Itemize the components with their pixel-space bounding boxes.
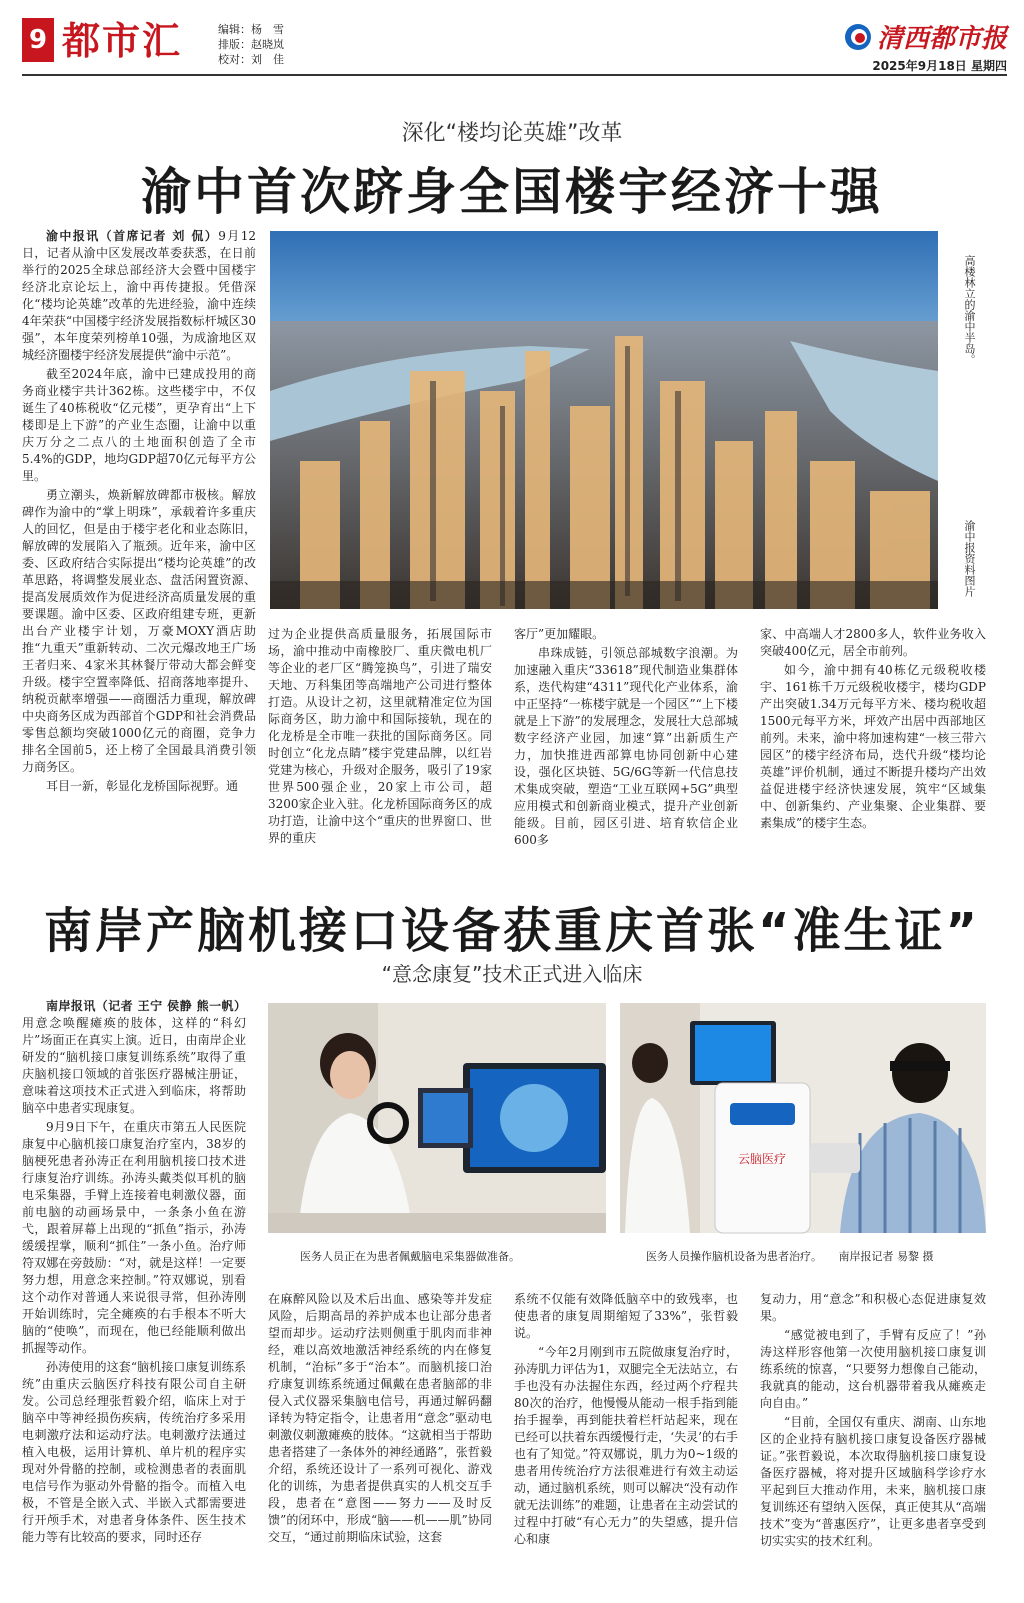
- issue-date: 2025年9月18日 星期四: [872, 59, 1007, 73]
- staff-credits: [218, 22, 284, 67]
- article2-byline: 南岸报讯（记者 王宁 侯静 熊一帆）: [46, 999, 246, 1013]
- article1-para: 耳目一新，彰显化龙桥国际视野。通: [46, 779, 239, 793]
- article1-para: 家、中高端人才2800多人，软件业务收入突破400亿元，居全市前列。: [760, 627, 986, 658]
- article1-col4: [760, 626, 986, 834]
- article1-col2: [268, 626, 492, 845]
- article2-para: 孙涛使用的这套“脑机接口康复训练系统”由重庆云脑医疗科技有限公司自主研发。公司总经理张哲毅介绍，临床上对于脑卒中等神经损伤疾病，传统治疗多采用电刺激疗法和运动疗法。电刺激疗法通过植入电极，运用计算机、单片机的程序实现对外骨骼的控制，或检测患者的表面肌电信号作为驱动外骨骼的指令。而植入电极，不管是全嵌入式、半嵌入式都需要进行开颅手术，对患者身体条件、医生技术能力等有比较高的要求，同时还存: [22, 1360, 246, 1544]
- page-header: [22, 16, 1007, 76]
- proof-credit: 校对：刘 佳: [218, 53, 284, 66]
- article2-para: 复动力，用“意念”和积极心态促进康复效果。: [760, 1292, 986, 1323]
- article2-para: “感觉被电到了，手臂有反应了！”孙涛这样形容他第一次使用脑机接口康复训练系统的惊喜，“只要努力想像自己能动，我就真的能动，这台机器带着我从瘫痪走向自由。”: [760, 1328, 986, 1410]
- article1-byline: 渝中报讯（首席记者 刘 侃）: [46, 229, 219, 243]
- editor-credit: 编辑：杨 雪: [218, 23, 284, 36]
- article2-para: “今年2月刚到市五院做康复治疗时，孙涛肌力评估为1，双腿完全无法站立，右手也没有办法握住东西，经过两个疗程共80次的治疗，他慢慢从能动一根手指到能抬手握拳，再到能扶着栏杆站起来，现在已经可以扶着东西缓慢行走，‘失灵’的右手也有了知觉。”符双娜说，肌力为0~1级的患者用传统治疗方法很难进行有效主动运动，通过脑机系统，则可以解决“没有动作就无法训练”的难题，让患者在主动尝试的过程中打破“有心无力”的失望感，提升信心和康: [514, 1345, 738, 1546]
- paper-name: 清西都市报: [876, 24, 1007, 54]
- article2-para: 南岸报讯（记者 王宁 侯静 熊一帆）用意念唤醒瘫痪的肢体，这样的“科幻片”场面正在真实上演。近日，由南岸企业研发的“脑机接口康复训练系统”取得了重庆脑机接口领域的首张医疗器械注册证，意味着这项技术正式进入到临床，将帮助脑卒中患者实现康复。: [22, 999, 246, 1115]
- nurse-headset-image: [268, 1003, 606, 1233]
- article1-para: 如今，渝中拥有40栋亿元级税收楼宇、161栋千万元级税收楼宇，楼均GDP产出突破1.34万元每平方米、楼均税收超1500元每平方米，坪效产出居中西部地区前列。未来，渝中将加速构建“一核三带六园区”的楼宇经济布局，迭代升级“楼均论英雄”评价机制，通过不断提升楼均产出效益促进楼宇经济快速发展，筑牢“区域集中、创新集约、产业集聚、企业集群、要素集成”的楼宇生态。: [760, 663, 986, 830]
- article2-para: 在麻醉风险以及术后出血、感染等并发症风险，后期高昂的养护成本也让部分患者望而却步。运动疗法则侧重于肌肉而非神经，难以高效地激活神经系统的内在修复机制，“治标”多于“治本”。而脑机接口治疗康复训练系统通过佩戴在患者脑部的非侵入式仪器采集脑电信号，再通过解码翻译转为特定指令，让患者用“意念”驱动电刺激仪刺激瘫痪的肢体。“这就相当于帮助患者搭建了一条体外的神经通路”，张哲毅介绍，系统还设计了一系列可视化、游戏化的训练，为患者提供真实的人机交互手段，患者在“意图——努力——及时反馈”的闭环中，形成“脑——机——肌”协同交互，“通过前期临床试验，这套: [268, 1292, 492, 1544]
- article2-col2: [268, 1291, 492, 1597]
- paper-logo-icon: [845, 24, 871, 50]
- article1-para: 截至2024年底，渝中已建成投用的商务商业楼宇共计362栋。这些楼宇中，不仅诞生了40栋税收“亿元楼”，更孕育出“上下楼即是上下游”的产业生态圈，让渝中以重庆万分之二点八的土地面积创造了全市5.4%的GDP，地均GDP超70亿元每平方公里。: [22, 367, 256, 483]
- page-number: 9: [22, 18, 54, 62]
- device-label: 云脑医疗: [737, 1152, 787, 1166]
- article2-col1: [22, 998, 246, 1596]
- photo-caption-right: 医务人员操作脑机设备为患者治疗。 南岸报记者 易黎 摄: [646, 1250, 934, 1263]
- photo-caption-top: 高楼林立的渝中半岛。: [963, 255, 976, 365]
- photo-caption-credit: 渝中报资料图片: [963, 520, 976, 597]
- article2-para: 9月9日下午，在重庆市第五人民医院康复中心脑机接口康复治疗室内，38岁的脑梗死患者孙涛正在利用脑机接口技术进行康复治疗训练。孙涛头戴类似耳机的脑电采集器，手臂上连接着电刺激仪器，面前电脑的动画场景中，一条条小鱼在游弋，跟着屏幕上出现的“抓鱼”指示，孙涛缓缓捏掌，顺利“抓住”一条小鱼。治疗师符双娜在旁鼓励：“对，就是这样！一定要努力想，用意念来控制。”符双娜说，别看这个动作对普通人来说很寻常，但孙涛刚开始训练时，完全瘫痪的右手根本不听大脑的“使唤”，而现在，他已经能顺利做出抓握等动作。: [22, 1120, 246, 1355]
- photo-treatment: [620, 1003, 986, 1233]
- article2-para: “目前，全国仅有重庆、湖南、山东地区的企业持有脑机接口康复设备医疗器械证。”张哲毅说，本次取得脑机接口康复设备医疗器械，将对提升区域脑科学诊疗水平起到巨大推动作用，未来，脑机接口康复训练还有望纳入医保，真正使其从“高端技术”变为“普惠医疗”，让更多患者享受到切实实实的技术红利。: [760, 1415, 986, 1548]
- masthead: [845, 18, 1007, 74]
- article1-para: 渝中报讯（首席记者 刘 侃）9月12日，记者从渝中区发展改革委获悉，在日前举行的2025全球总部经济大会暨中国楼宇经济北京论坛上，渝中再传捷报。凭借深化“楼均论英雄”改革的先进经验，渝中连续4年荣获“中国楼宇经济发展指数标杆城区30强”，本年度荣列榜单10强，为成渝地区双城经济圈楼宇经济发展提供“渝中示范”。: [22, 229, 256, 362]
- article1-col3: [514, 626, 738, 847]
- photo-caption-left: 医务人员正在为患者佩戴脑电采集器做准备。: [300, 1250, 520, 1263]
- photo-nurse-headset: [268, 1003, 606, 1233]
- article1-headline: 渝中首次跻身全国楼宇经济十强: [141, 163, 883, 221]
- article2-col3: [514, 1291, 738, 1597]
- masthead-logo: [845, 18, 1007, 55]
- article1-para: 客厅”更加耀眼。: [514, 627, 605, 641]
- city-skyline-image: [270, 231, 938, 609]
- article1-col1: [22, 228, 256, 834]
- article2-kicker: “意念康复”技术正式进入临床: [381, 962, 643, 986]
- city-photo: [270, 231, 938, 609]
- article2-headline: 南岸产脑机接口设备获重庆首张“准生证”: [43, 903, 981, 959]
- treatment-image: [620, 1003, 986, 1233]
- section-title: 都市汇: [62, 18, 183, 63]
- article1-para: 勇立潮头，焕新解放碑都市极核。解放碑作为渝中的“掌上明珠”，承载着许多重庆人的回忆，但是由于楼宇老化和业态陈旧，解放碑的发展陷入了瓶颈。近年来，渝中区委、区政府结合实际提出“楼均论英雄”的改革思路，将调整发展业态、盘活闲置资源、提高发展质效作为促进经济高质量发展的重要课题。渝中区委、区政府组建专班，更新出台产业楼宇计划，万豪MOXY酒店助推“九重天”重新转动、二次元爆改地王广场王者归来、4家米其林餐厅带动大都会鲜变升级。楼宇空置率降低、招商落地率提升、纳税贡献率增强——商圈活力重现，解放碑中央商务区成为西部首个GDP和社会消费品零售总额均突破1000亿元的商圈，竞争力排名全国前5，还上榜了全国最具消费引领力商务区。: [22, 488, 256, 774]
- article1-kicker: 深化“楼均论英雄”改革: [401, 121, 623, 146]
- article2-col4: [760, 1291, 986, 1597]
- layout-credit: 排版：赵晓岚: [218, 38, 284, 51]
- article1-para: 串珠成链，引领总部城数字浪潮。为加速融入重庆“33618”现代制造业集群体系，迭代构建“4311”现代化产业体系，渝中正坚持“一栋楼宇就是一个园区”“上下楼就是上下游”的发展理念，发展壮大总部城数字经济产业园，加速“算”出新质生产力，加快推进西部算电协同创新中心建设，强化区块链、5G/6G等新一代信息技术集成突破，塑造“工业互联网+5G”典型应用模式和创新商业模式，提升产业创新能级。目前，园区引进、培育软信企业600多: [514, 646, 738, 847]
- article2-para: 系统不仅能有效降低脑卒中的致残率，也使患者的康复周期缩短了33%”，张哲毅说。: [514, 1292, 738, 1340]
- article1-para: 过为企业提供高质量服务，拓展国际市场，渝中推动中南橡胶厂、重庆微电机厂等企业的老厂区“腾笼换鸟”，引进了瑞安天地、万科集团等高端地产公司进行整体打造。从设计之初，这里就精准定位为国际商务区，助力渝中和国际接轨，现在的化龙桥是全市唯一获批的国际商务区。同时创立“化龙点睛”楼宇党建品牌，以红岩党建为核心，升级对企服务，吸引了19家世界500强企业，20家上市公司，超3200家企业入驻。化龙桥国际商务区的成功打造，让渝中这个“重庆的世界窗口、世界的重庆: [268, 627, 492, 845]
